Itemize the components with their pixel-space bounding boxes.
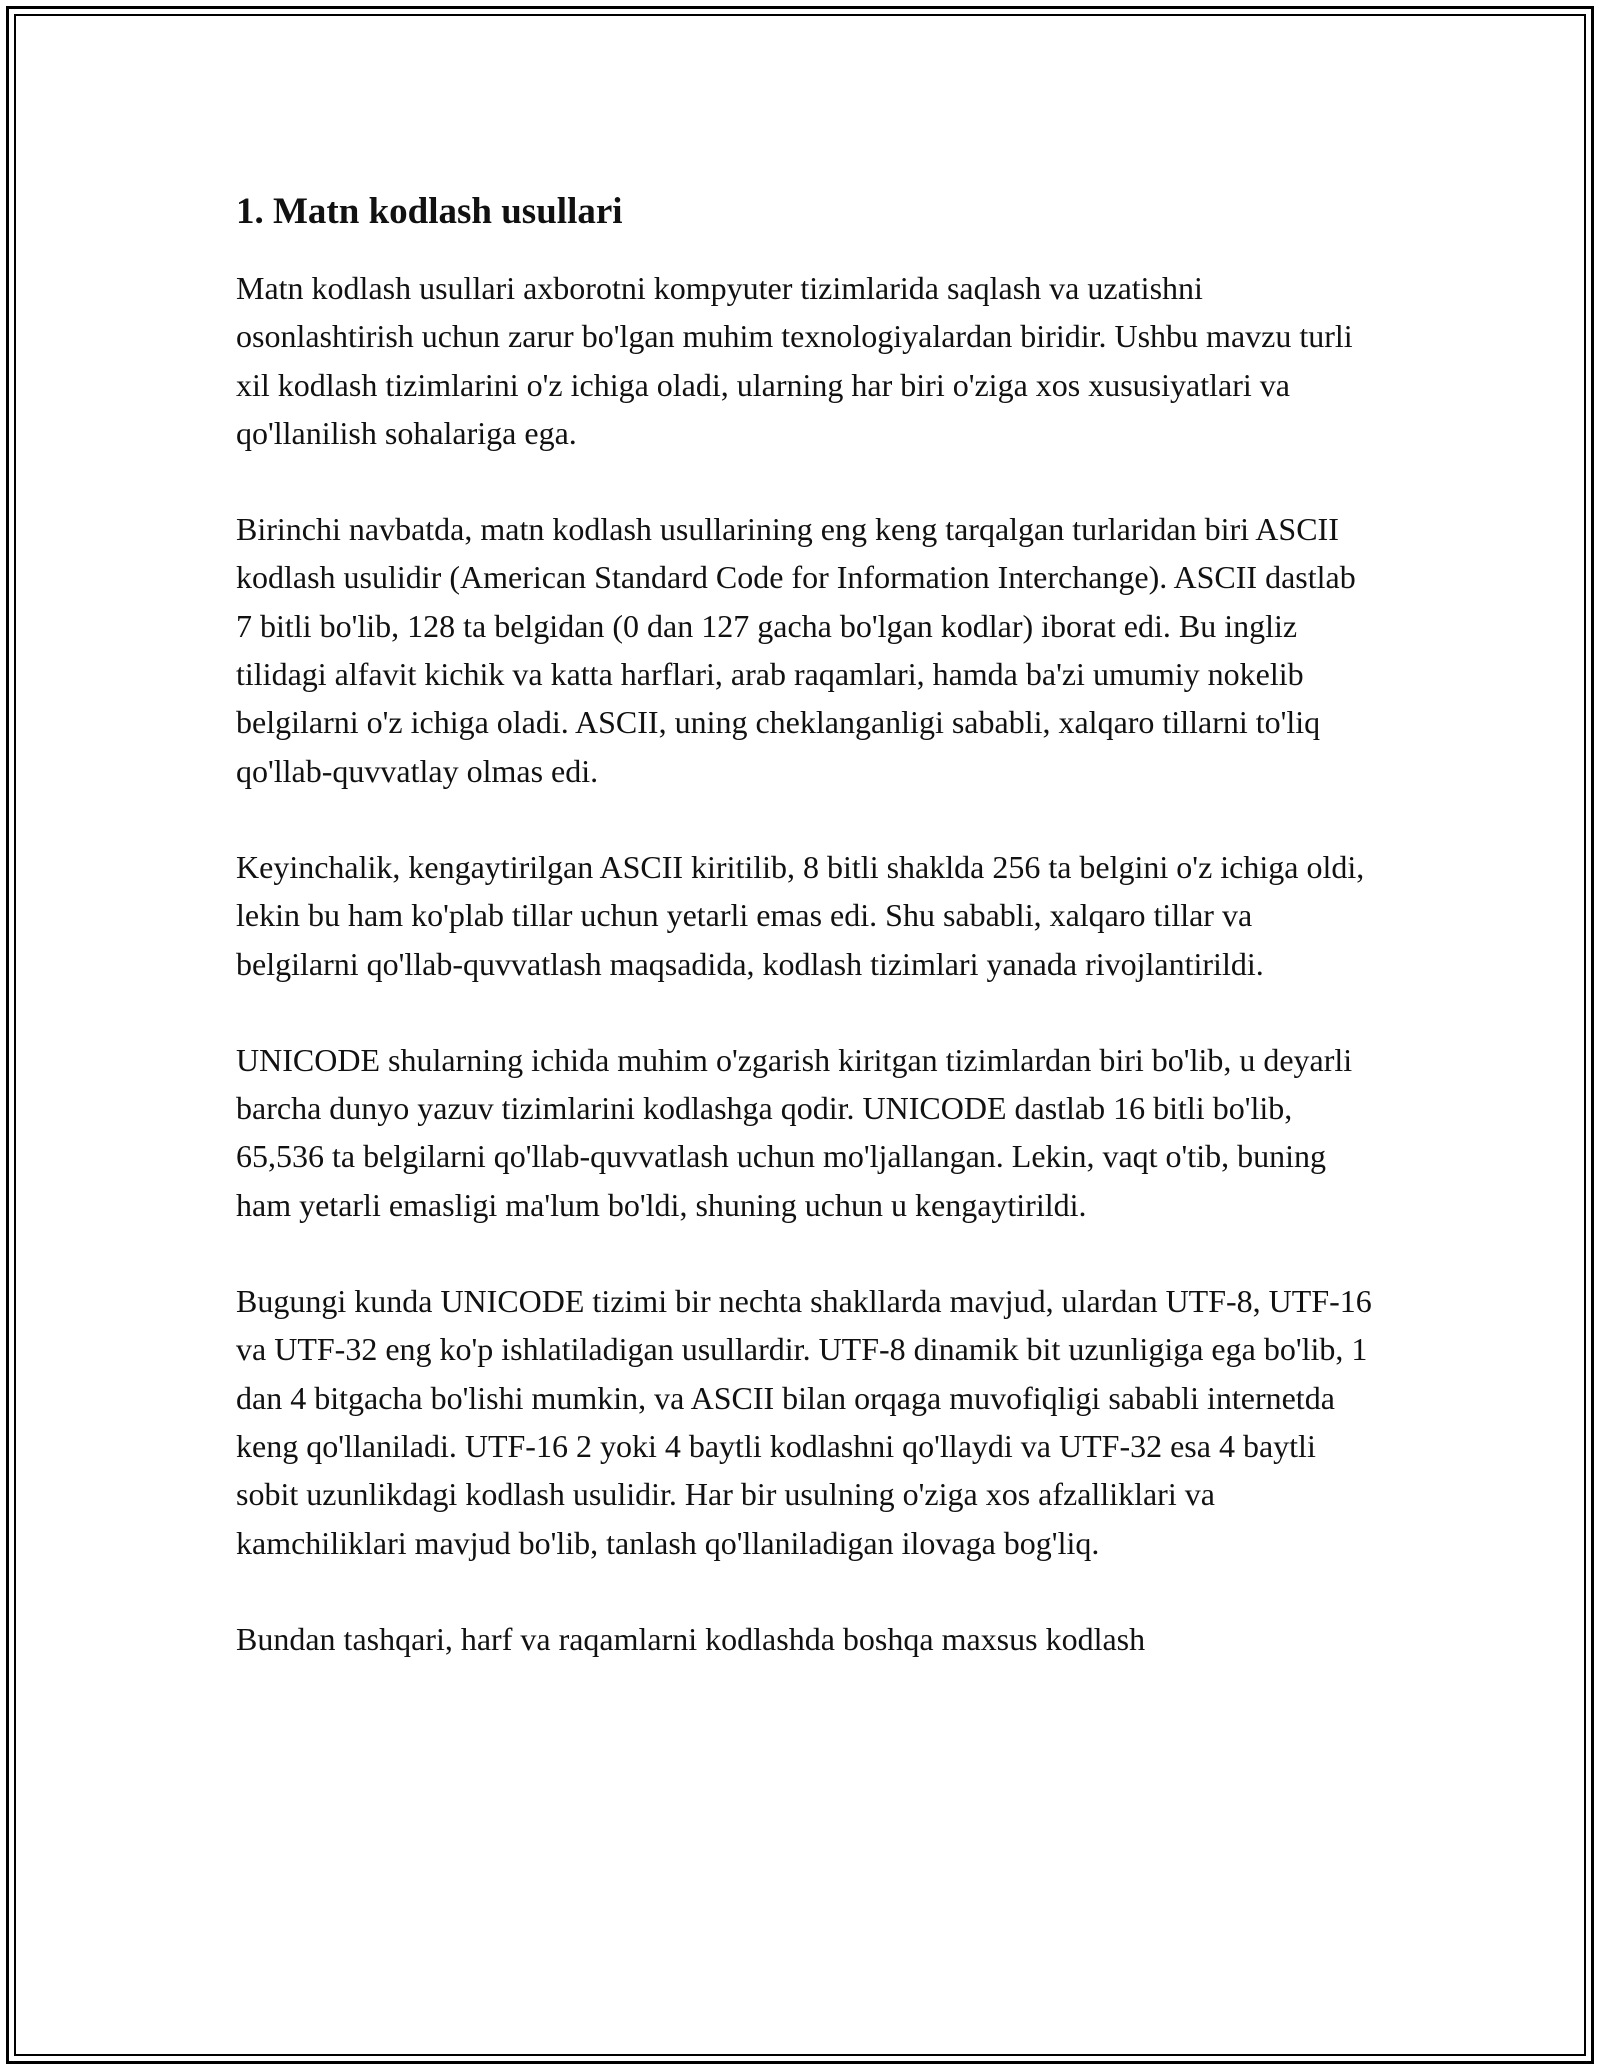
document-body xyxy=(236,186,1376,1711)
section-heading: 1. Matn kodlash usullari xyxy=(236,191,623,232)
paragraph-introduction: Matn kodlash usullari axborotni kompyuter tizimlarida saqlash va uzatishni osonlashtirish uchun zarur bo'lgan muhim texnologiyalardan biridir. Ushbu mavzu turli xil kodlash tizimlarini o'z ichiga oladi, ularning har biri o'ziga xos xususiyatlari va qo'llanilish sohalariga ega. xyxy=(236,270,1353,451)
paragraph-unicode: UNICODE shularning ichida muhim o'zgarish kiritgan tizimlardan biri bo'lib, u deyarli barcha dunyo yazuv tizimlarini kodlashga qodir. UNICODE dastlab 16 bitli bo'lib, 65,536 ta belgilarni qo'llab-quvvatlash uchun mo'ljallangan. Lekin, vaqt o'tib, buning ham yetarli emasligi ma'lum bo'ldi, shuning uchun u kengaytirildi. xyxy=(236,1041,1353,1223)
paragraph-utf-forms: Bugungi kunda UNICODE tizimi bir nechta shakllarda mavjud, ulardan UTF-8, UTF-16 va UTF-32 eng ko'p ishlatiladigan usullardir. UTF-8 dinamik bit uzunligiga ega bo'lib, 1 dan 4 bitgacha bo'lishi mumkin, va ASCII bilan orqaga muvofiqligi sababli internetda keng qo'llaniladi. UTF-16 2 yoki 4 baytli kodlashni qo'llaydi va UTF-32 esa 4 baytli sobit uzunlikdagi kodlash usulidir. Har bir usulning o'ziga xos afzalliklari va kamchiliklari mavjud bo'lib, tanlash qo'llaniladigan ilovaga bog'liq. xyxy=(236,1283,1372,1561)
paragraph-other-encodings: Bundan tashqari, harf va raqamlarni kodlashda boshqa maxsus kodlash xyxy=(236,1620,1146,1657)
paragraph-extended-ascii: Keyinchalik, kengaytirilgan ASCII kiritilib, 8 bitli shaklda 256 ta belgini o'z ichiga oldi, lekin bu ham ko'plab tillar uchun yetarli emas edi. Shu sababli, xalqaro tillar va belgilarni qo'llab-quvvatlash maqsadida, kodlash tizimlari yanada rivojlantirildi. xyxy=(236,848,1365,982)
paragraph-ascii: Birinchi navbatda, matn kodlash usullarining eng keng tarqalgan turlaridan biri ASCII kodlash usulidir (American Standard Code for Information Interchange). ASCII dastlab 7 bitli bo'lib, 128 ta belgidan (0 dan 127 gacha bo'lgan kodlar) iborat edi. Bu ingliz tilidagi alfavit kichik va katta harflari, arab raqamlari, hamda ba'zi umumiy nokelib belgilarni o'z ichiga oladi. ASCII, uning cheklanganligi sababli, xalqaro tillarni to'liq qo'llab-quvvatlay olmas edi. xyxy=(236,511,1356,789)
